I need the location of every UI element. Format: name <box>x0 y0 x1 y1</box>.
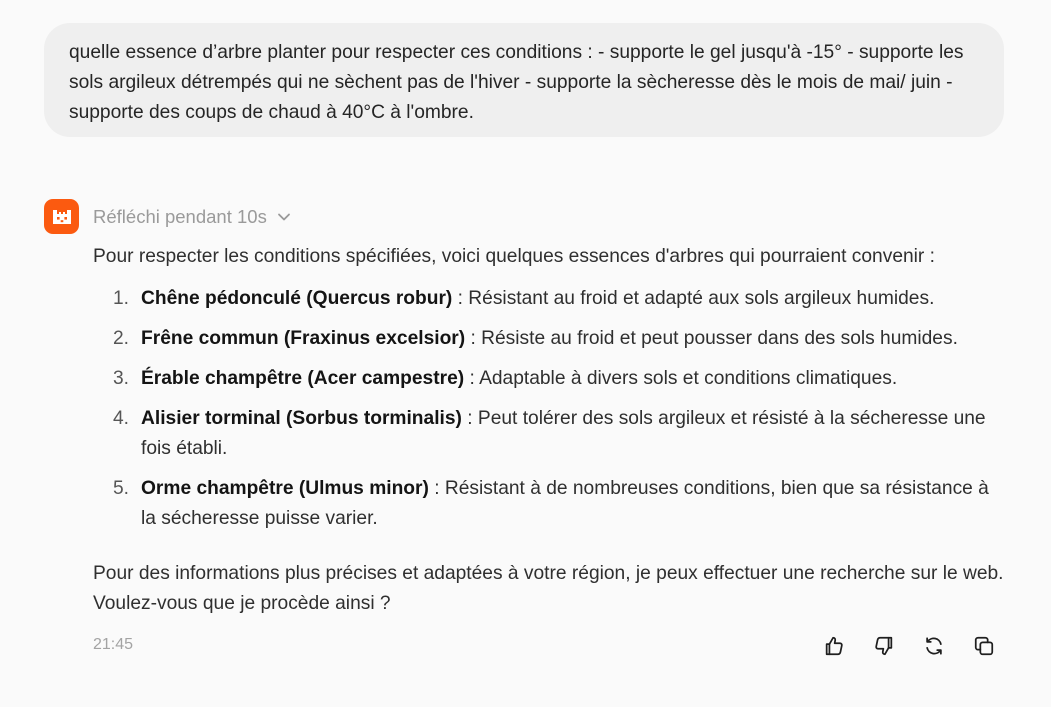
user-message-bubble <box>44 23 1004 137</box>
thinking-label: Réfléchi pendant 10s <box>93 206 267 227</box>
thumbs-up-icon <box>823 635 845 657</box>
user-message-text: quelle essence d’arbre planter pour respecter ces conditions : - supporte le gel jusqu'à -15° - supporte les sols argileux détrempés qui ne sèchent pas de l'hiver - supporte la sècheresse dès le mois de mai/ juin - supporte des coups de chaud à 40°C à l'ombre. <box>69 42 964 123</box>
thinking-toggle[interactable] <box>93 204 291 230</box>
tree-description: : Résistant au froid et adapté aux sols argileux humides. <box>452 288 935 309</box>
list-item: 5. Orme champêtre (Ulmus minor) : Résistant à de nombreuses conditions, bien que sa résistance à la sécheresse puisse varier. <box>112 478 989 529</box>
tree-name: Frêne commun (Fraxinus excelsior) <box>141 328 466 349</box>
thumbs-down-icon <box>873 635 895 657</box>
tree-description: : Adaptable à divers sols et conditions climatiques. <box>464 368 898 389</box>
dislike-button[interactable] <box>869 631 899 661</box>
copy-button[interactable] <box>969 631 999 661</box>
tree-name: Orme champêtre (Ulmus minor) <box>141 478 429 499</box>
list-item: 3. Érable champêtre (Acer campestre) : Adaptable à divers sols et conditions climatiques. <box>112 368 898 389</box>
list-item: 4. Alisier torminal (Sorbus torminalis) : Peut tolérer des sols argileux et résisté à la sécheresse une fois établi. <box>112 408 986 459</box>
tree-description: : Peut tolérer des sols argileux et résisté à la sécheresse une fois établi. <box>141 408 986 459</box>
like-button[interactable] <box>819 631 849 661</box>
list-item: 1. Chêne pédonculé (Quercus robur) : Résistant au froid et adapté aux sols argileux humides. <box>112 288 935 309</box>
regenerate-button[interactable] <box>919 631 949 661</box>
answer-intro: Pour respecter les conditions spécifiées, voici quelques essences d'arbres qui pourraient convenir : <box>93 246 935 267</box>
assistant-message <box>93 242 1008 619</box>
tree-description: : Résistant à de nombreuses conditions, bien que sa résistance à la sécheresse puisse varier. <box>141 478 989 529</box>
chevron-down-icon <box>277 210 291 224</box>
list-item: 2. Frêne commun (Fraxinus excelsior) : Résiste au froid et peut pousser dans des sols humides. <box>112 328 958 349</box>
answer-outro: Pour des informations plus précises et adaptées à votre région, je peux effectuer une recherche sur le web. Voulez-vous que je procède ainsi ? <box>93 563 1004 614</box>
copy-icon <box>973 635 995 657</box>
tree-name: Chêne pédonculé (Quercus robur) <box>141 288 453 309</box>
tree-name: Érable champêtre (Acer campestre) <box>141 368 465 389</box>
assistant-avatar <box>44 199 79 234</box>
regenerate-icon <box>923 635 945 657</box>
message-actions <box>819 631 999 661</box>
message-timestamp: 21:45 <box>93 636 134 653</box>
tree-name: Alisier torminal (Sorbus torminalis) <box>141 408 462 429</box>
cat-logo-icon <box>52 209 72 225</box>
tree-list <box>93 284 1008 534</box>
tree-description: : Résiste au froid et peut pousser dans des sols humides. <box>465 328 958 349</box>
